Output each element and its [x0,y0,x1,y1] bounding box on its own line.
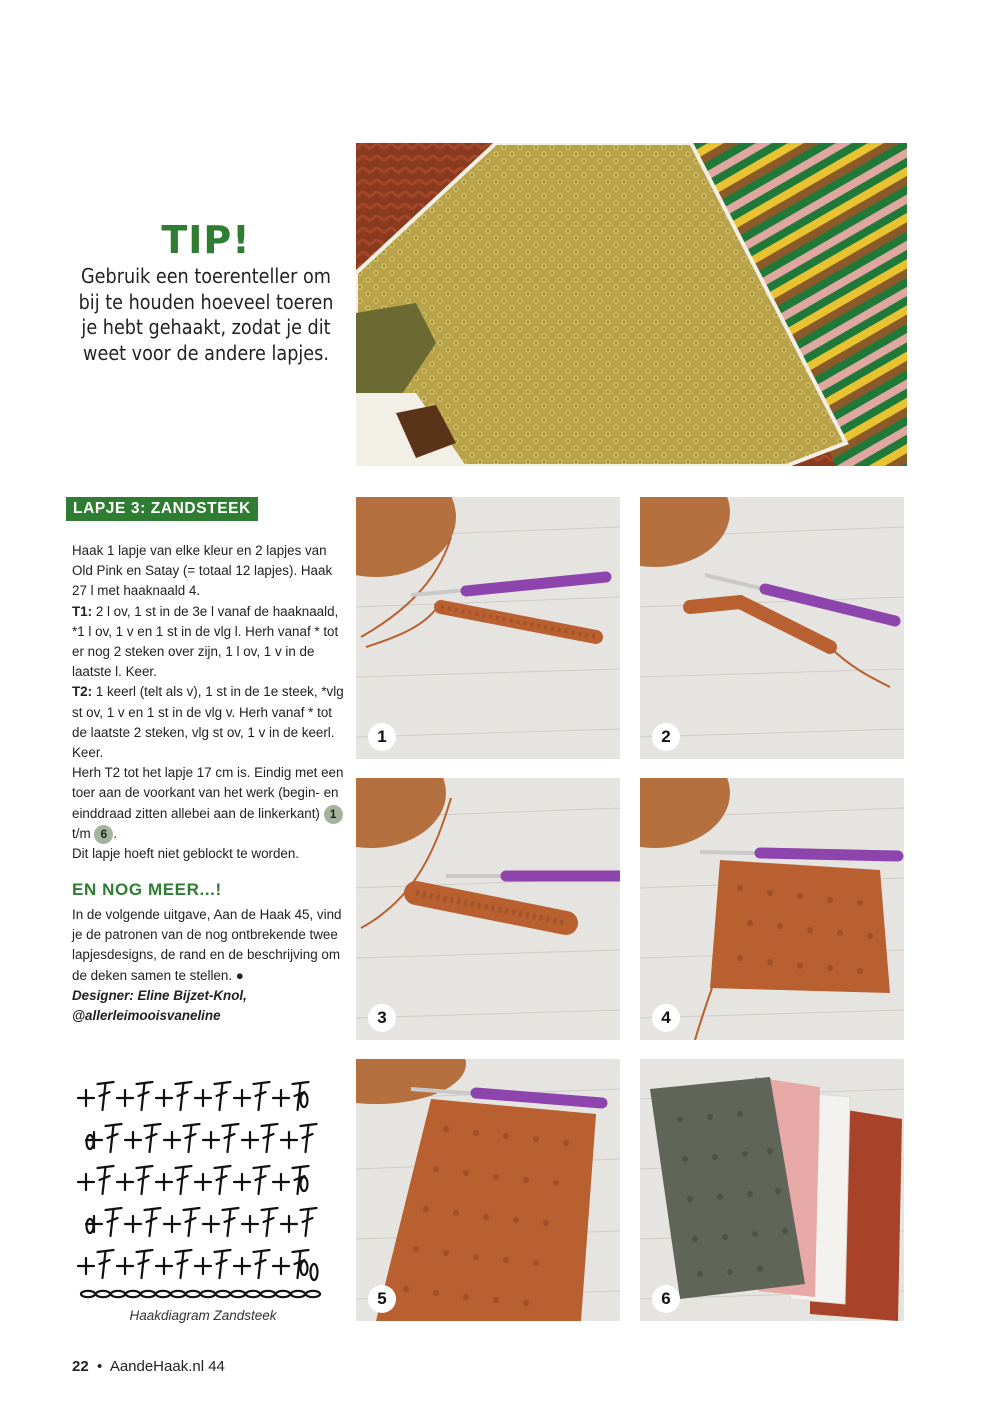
step-number-3: 3 [368,1004,396,1032]
step-number-2: 2 [652,723,680,751]
footer-bullet: • [97,1358,103,1375]
designer-name: Designer: Eline Bijzet-Knol, [72,987,247,1003]
pattern-instructions [72,541,347,864]
more-section [72,905,347,1026]
range-word: t/m [72,825,91,841]
step-photo-4 [640,778,904,1040]
tip-box [70,218,342,366]
row-1-instruction [72,602,347,683]
step-to-badge: 6 [94,825,113,844]
step-number-4: 4 [652,1004,680,1032]
step-photo-2 [640,497,904,759]
more-text: In de volgende uitgave, Aan de Haak 45, vind je de patronen van de nog ontbrekende twee lapjesdesigns, de rand en de beschrijving om de deken samen te stellen. [72,907,342,983]
page-number: 22 [72,1358,89,1375]
row-2-instruction [72,682,347,763]
step-from-badge: 1 [324,805,343,824]
page-footer [72,1358,225,1375]
repeat-text: Herh T2 tot het lapje 17 cm is. Eindig met een toer aan de voorkant van het werk (begin- en einddraad zitten allebei aan de linkerkant) [72,765,344,821]
row-1-label: T1: [72,603,93,619]
crochet-diagram [76,1072,332,1304]
publication-name: AandeHaak.nl 44 [109,1358,225,1375]
tip-title: TIP! [161,218,251,262]
hero-photo-crochet-blanket [356,143,907,466]
more-heading: EN NOG MEER...! [72,880,222,899]
stitch-symbols [78,1082,320,1297]
step-number-6: 6 [652,1285,680,1313]
step-number-5: 5 [368,1285,396,1313]
blocking-note: Dit lapje hoeft niet geblockt te worden. [72,846,300,862]
more-paragraph [72,905,347,986]
step-photo-1 [356,497,620,759]
diagram-caption: Haakdiagram Zandsteek [129,1308,277,1323]
tip-text: Gebruik een toerenteller om bij te houden hoeveel toeren je hebt gehaakt, zodat je dit weet voor de andere lapjes. [78,264,334,365]
row-2-label: T2: [72,684,93,700]
step-photo-6 [640,1059,904,1321]
step-photo-5 [356,1059,620,1321]
step-number-1: 1 [368,723,396,751]
row-2-text: 1 keerl (telt als v), 1 st in de 1e steek, *vlg st ov, 1 v en 1 st in de vlg v. Herh vanaf * tot de laatste 2 steken, vlg st ov, 1 v in de keerl. Keer. [72,684,344,761]
section-title: LAPJE 3: ZANDSTEEK [66,497,258,521]
intro-text: Haak 1 lapje van elke kleur en 2 lapjes van Old Pink en Satay (= totaal 12 lapjes). Haak 27 l met haaknaald 4. [72,543,333,599]
step-photo-3 [356,778,620,1040]
repeat-instruction: Herh T2 tot het lapje 17 cm is. Eindig met een toer aan de voorkant van het werk (begin- en einddraad zitten allebei aan de linkerkant) 1 t/m 6 . [72,763,347,844]
row-1-text: 2 l ov, 1 st in de 3e l vanaf de haaknaald, *1 l ov, 1 v en 1 st in de vlg l. Herh vanaf * tot er nog 2 steken over zijn, 1 l ov, 1 v in de laatste l. Keer. [72,603,339,680]
end-bullet: ● [235,967,244,983]
designer-handle: @allerleimooisvaneline [72,1008,221,1024]
